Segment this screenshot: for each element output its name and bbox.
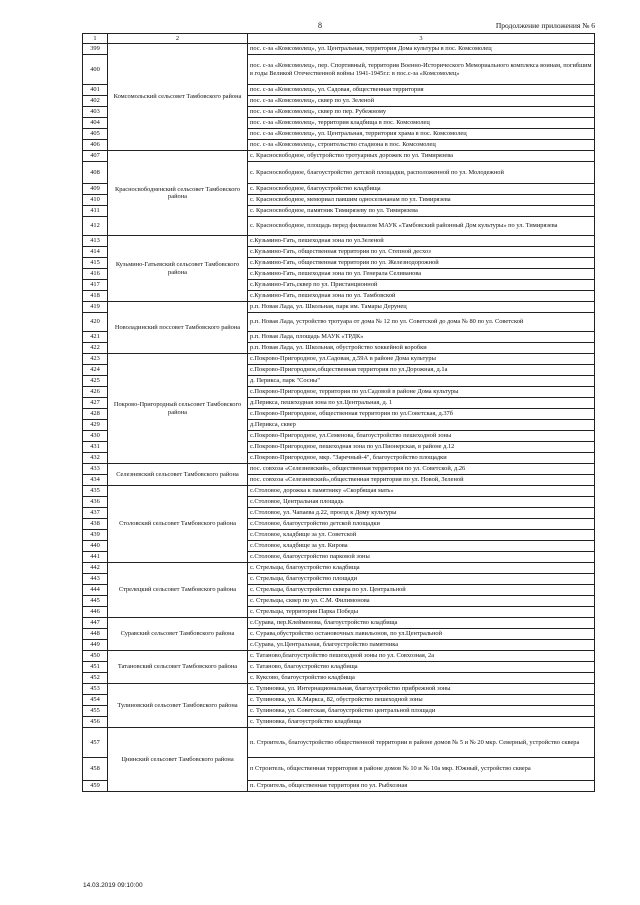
territory-description: с. Красносвободное, благоустройство детской площадки, расположенной по ул. Молодежной xyxy=(248,162,595,184)
page-number: 8 xyxy=(318,21,322,30)
municipality-name: Татановский сельсовет Тамбовского района xyxy=(108,651,248,684)
table-row xyxy=(83,684,595,695)
row-number: 439 xyxy=(83,530,108,541)
row-number: 411 xyxy=(83,206,108,217)
municipality-name: Стрелецкий сельсовет Тамбовского района xyxy=(108,563,248,618)
territory-description: пос. с-за «Комсомолец», ул. Центральная, территория Дома культуры в пос. Комсомолец xyxy=(248,44,595,55)
territory-description: с.Покрово-Пригородное, пешеходная зона по ул.Пионерская, в районе д.12 xyxy=(248,442,595,453)
row-number: 399 xyxy=(83,44,108,55)
territory-description: пос. с-за «Комсомолец», ул. Садовая, общественная территория xyxy=(248,85,595,96)
row-number: 406 xyxy=(83,140,108,151)
territory-description: пос. с-за «Комсомолец», территория кладбища в пос. Комсомолец xyxy=(248,118,595,129)
row-number: 403 xyxy=(83,107,108,118)
territory-description: с.Кузьмино-Гать, общественная территория по ул. Степной десхоз xyxy=(248,247,595,258)
row-number: 451 xyxy=(83,662,108,673)
table-row xyxy=(83,464,595,475)
territory-description: с.Столовое, благоустройство парковой зоны xyxy=(248,552,595,563)
territory-description: р.п. Новая Лада, площадь МАУК «ТРДК» xyxy=(248,332,595,343)
column-number-3: 3 xyxy=(248,34,595,44)
municipality-name: Покрово-Пригородный сельсовет Тамбовского района xyxy=(108,354,248,464)
table-row xyxy=(83,44,595,55)
territory-description: с.Кузьмино-Гать, общественная территория по ул. Железнодорожной xyxy=(248,258,595,269)
row-number: 408 xyxy=(83,162,108,184)
territory-description: с.Кузьмино-Гать, пешеходная зона по ул. Генерала Селиванова xyxy=(248,269,595,280)
territory-description: с. Красносвободное, памятник Тимирязеву по ул. Тимирязева xyxy=(248,206,595,217)
territory-description: с. Татаново, благоустройство кладбища xyxy=(248,662,595,673)
territory-description: пос. совхоза «Селезневский», общественная территория по ул. Советской, д.26 xyxy=(248,464,595,475)
register-body xyxy=(83,44,595,792)
row-number: 415 xyxy=(83,258,108,269)
territory-description: р.п. Новая Лада, ул. Школьная, обустройство хоккейной коробки xyxy=(248,343,595,354)
territory-description: с. Тулиновка, ул. Интернациональная, благоустройство прибрежной зоны xyxy=(248,684,595,695)
municipality-name: Тулиновский сельсовет Тамбовского района xyxy=(108,684,248,728)
row-number: 410 xyxy=(83,195,108,206)
row-number: 444 xyxy=(83,585,108,596)
territory-description: с. Татаново,благоустройство пешеходной зоны по ул. Совхозная, 2а xyxy=(248,651,595,662)
row-number: 433 xyxy=(83,464,108,475)
row-number: 420 xyxy=(83,313,108,332)
territory-description: пос. с-за «Комсомолец», сквер по ул. Зеленой xyxy=(248,96,595,107)
territory-description: с.Столовое, кладбище за ул. Кирова xyxy=(248,541,595,552)
territory-description: пос. с-за «Комсомолец», ул. Центральная, территория храма в пос. Комсомолец xyxy=(248,129,595,140)
municipality-name: Цнинский сельсовет Тамбовского района xyxy=(108,728,248,792)
table-row xyxy=(83,651,595,662)
territory-description: с. Красносвободное, мемориал павшим односельчанам по ул. Тимирязева xyxy=(248,195,595,206)
row-number: 446 xyxy=(83,607,108,618)
municipality-name: Суравский сельсовет Тамбовского района xyxy=(108,618,248,651)
row-number: 429 xyxy=(83,420,108,431)
municipality-name: Комсомольский сельсовет Тамбовского района xyxy=(108,44,248,151)
row-number: 413 xyxy=(83,236,108,247)
territory-description: с.Столовое, кладбище за ул. Советской xyxy=(248,530,595,541)
row-number: 424 xyxy=(83,365,108,376)
territory-description: д. Перикса, парк "Сосны" xyxy=(248,376,595,387)
row-number: 434 xyxy=(83,475,108,486)
row-number: 426 xyxy=(83,387,108,398)
table-row xyxy=(83,151,595,162)
table-row xyxy=(83,728,595,758)
row-number: 435 xyxy=(83,486,108,497)
territory-description: с.Покрово-Пригородное, ул.Семенова, благоустройство пешеходной зоны xyxy=(248,431,595,442)
territory-description: пос. с-за «Комсомолец», пер. Спортивный, территория Военно-Исторического Мемориального комплекса воинам, погибшим в годы Великой Отечественной войны 1941-1945г.г. в пос.с-за «Комсомолец» xyxy=(248,55,595,85)
row-number: 425 xyxy=(83,376,108,387)
row-number: 447 xyxy=(83,618,108,629)
territory-description: с. Стрельцы, сквер по ул. С.М. Филимонова xyxy=(248,596,595,607)
register-table xyxy=(82,33,595,792)
territory-description: с. Куксово, благоустройство кладбища xyxy=(248,673,595,684)
territory-description: с. Стрельцы, благоустройство сквера по ул. Центральной xyxy=(248,585,595,596)
territory-description: с. Сурава,обустройство остановочных павильонов, по ул.Центральной xyxy=(248,629,595,640)
municipality-name: Кузьмино-Гатьевский сельсовет Тамбовского района xyxy=(108,236,248,302)
territory-description: с. Красносвободное, благоустройство кладбища xyxy=(248,184,595,195)
territory-description: с. Стрельцы, благоустройство кладбища xyxy=(248,563,595,574)
territory-description: с.Покрово-Пригородное, ул.Садовая, д.59А в районе Дома культуры xyxy=(248,354,595,365)
territory-description: д.Перикса, пешеходная зона по ул.Центральная, д. 1 xyxy=(248,398,595,409)
territory-description: пос. с-за «Комсомолец», сквер по пер. Рубежному xyxy=(248,107,595,118)
territory-description: р.п. Новая Лада, ул. Школьная, парк им. Тамары Дерунец xyxy=(248,302,595,313)
territory-description: с. Стрельцы, территория Парка Победы xyxy=(248,607,595,618)
territory-description: п. Строитель, благоустройство общественной территории в районе домов № 5 и № 20 мкр. Северный, устройство сквера xyxy=(248,728,595,758)
table-row xyxy=(83,236,595,247)
row-number: 437 xyxy=(83,508,108,519)
territory-description: с.Кузьмино-Гать, пешеходная зона по ул.Зеленой xyxy=(248,236,595,247)
territory-description: с. Красносвободное, площадь перед филиалом МАУК «Тамбовский районный Дом культуры» по ул. Тимирязева xyxy=(248,217,595,236)
row-number: 416 xyxy=(83,269,108,280)
territory-description: с.Столовое, ул. Чапаева д.22, проезд к Дому культуры xyxy=(248,508,595,519)
table-row xyxy=(83,618,595,629)
territory-description: с. Тулиновка, ул. Советская, благоустройство центральной площади xyxy=(248,706,595,717)
territory-description: д.Перикса, сквер xyxy=(248,420,595,431)
municipality-name: Новоладинский поссовет Тамбовского района xyxy=(108,302,248,354)
row-number: 414 xyxy=(83,247,108,258)
row-number: 401 xyxy=(83,85,108,96)
column-numbers-row xyxy=(83,34,595,44)
territory-description: с.Столовое, Центральная площадь xyxy=(248,497,595,508)
column-number-2: 2 xyxy=(108,34,248,44)
row-number: 405 xyxy=(83,129,108,140)
row-number: 402 xyxy=(83,96,108,107)
territory-description: с.Сурава, ул.Центральная, благоустройство памятника xyxy=(248,640,595,651)
row-number: 448 xyxy=(83,629,108,640)
municipality-name: Столовский сельсовет Тамбовского района xyxy=(108,486,248,563)
row-number: 427 xyxy=(83,398,108,409)
print-timestamp: 14.03.2019 09:10:00 xyxy=(83,882,143,889)
row-number: 428 xyxy=(83,409,108,420)
row-number: 452 xyxy=(83,673,108,684)
territory-description: пос. совхоза «Селезневский»,общественная территория по ул. Новой, Зеленой xyxy=(248,475,595,486)
municipality-name: Красносвободненский сельсовет Тамбовского района xyxy=(108,151,248,236)
row-number: 400 xyxy=(83,55,108,85)
row-number: 458 xyxy=(83,758,108,781)
table-row xyxy=(83,354,595,365)
column-number-1: 1 xyxy=(83,34,108,44)
territory-description: п Строитель, общественная территория в районе домов № 10 и № 10а мкр. Южный, устройство сквера xyxy=(248,758,595,781)
territory-description: с.Столовое, дорожка к памятнику «Скорбящая мать» xyxy=(248,486,595,497)
row-number: 417 xyxy=(83,280,108,291)
territory-description: пос. с-за «Комсомолец», строительство стадиона в пос. Комсомолец xyxy=(248,140,595,151)
row-number: 442 xyxy=(83,563,108,574)
table-row xyxy=(83,302,595,313)
table-row xyxy=(83,486,595,497)
row-number: 438 xyxy=(83,519,108,530)
territory-description: с.Кузьмино-Гать, пешеходная зона по ул. Тамбовской xyxy=(248,291,595,302)
row-number: 445 xyxy=(83,596,108,607)
territory-description: с. Тулиновка, ул. К.Маркса, 82, обустройство пешеходной зоны xyxy=(248,695,595,706)
row-number: 432 xyxy=(83,453,108,464)
row-number: 454 xyxy=(83,695,108,706)
territory-description: с.Сурава, пер.Клейменова, благоустройство кладбища xyxy=(248,618,595,629)
territory-description: с.Покрово-Пригородное, общественная территория по ул.Советская, д.37б xyxy=(248,409,595,420)
row-number: 431 xyxy=(83,442,108,453)
territory-description: с.Кузьмино-Гать,сквер по ул. Пристанционной xyxy=(248,280,595,291)
row-number: 422 xyxy=(83,343,108,354)
row-number: 421 xyxy=(83,332,108,343)
territory-description: с.Покрово-Пригородное, мкр. "Заречный-4", благоустройство площадки xyxy=(248,453,595,464)
table-row xyxy=(83,563,595,574)
row-number: 456 xyxy=(83,717,108,728)
row-number: 412 xyxy=(83,217,108,236)
territory-description: с. Стрельцы, благоустройство площади xyxy=(248,574,595,585)
row-number: 404 xyxy=(83,118,108,129)
row-number: 459 xyxy=(83,781,108,792)
row-number: 407 xyxy=(83,151,108,162)
row-number: 449 xyxy=(83,640,108,651)
row-number: 443 xyxy=(83,574,108,585)
territory-description: п. Строитель, общественная территория по ул. Рыбхозная xyxy=(248,781,595,792)
row-number: 436 xyxy=(83,497,108,508)
row-number: 430 xyxy=(83,431,108,442)
municipality-name: Селезневский сельсовет Тамбовского района xyxy=(108,464,248,486)
territory-description: с. Тулиновка, благоустройство кладбища xyxy=(248,717,595,728)
territory-description: р.п. Новая Лада, устройство тротуара от дома № 12 по ул. Советской до дома № 80 по ул. Советской xyxy=(248,313,595,332)
row-number: 453 xyxy=(83,684,108,695)
row-number: 457 xyxy=(83,728,108,758)
row-number: 441 xyxy=(83,552,108,563)
row-number: 418 xyxy=(83,291,108,302)
row-number: 423 xyxy=(83,354,108,365)
territory-description: с.Покрово-Пригородное,общественная территория по ул.Дорожная, д.1а xyxy=(248,365,595,376)
row-number: 440 xyxy=(83,541,108,552)
row-number: 450 xyxy=(83,651,108,662)
row-number: 409 xyxy=(83,184,108,195)
territory-description: с.Столовое, благоустройство детской площадки xyxy=(248,519,595,530)
row-number: 419 xyxy=(83,302,108,313)
territory-description: с.Покрово-Пригородное, территория по ул.Садовой в районе Дома культуры xyxy=(248,387,595,398)
territory-description: с. Красносвободное, обустройство тротуарных дорожек по ул. Тимирязева xyxy=(248,151,595,162)
row-number: 455 xyxy=(83,706,108,717)
continuation-note: Продолжение приложения № 6 xyxy=(495,21,595,30)
